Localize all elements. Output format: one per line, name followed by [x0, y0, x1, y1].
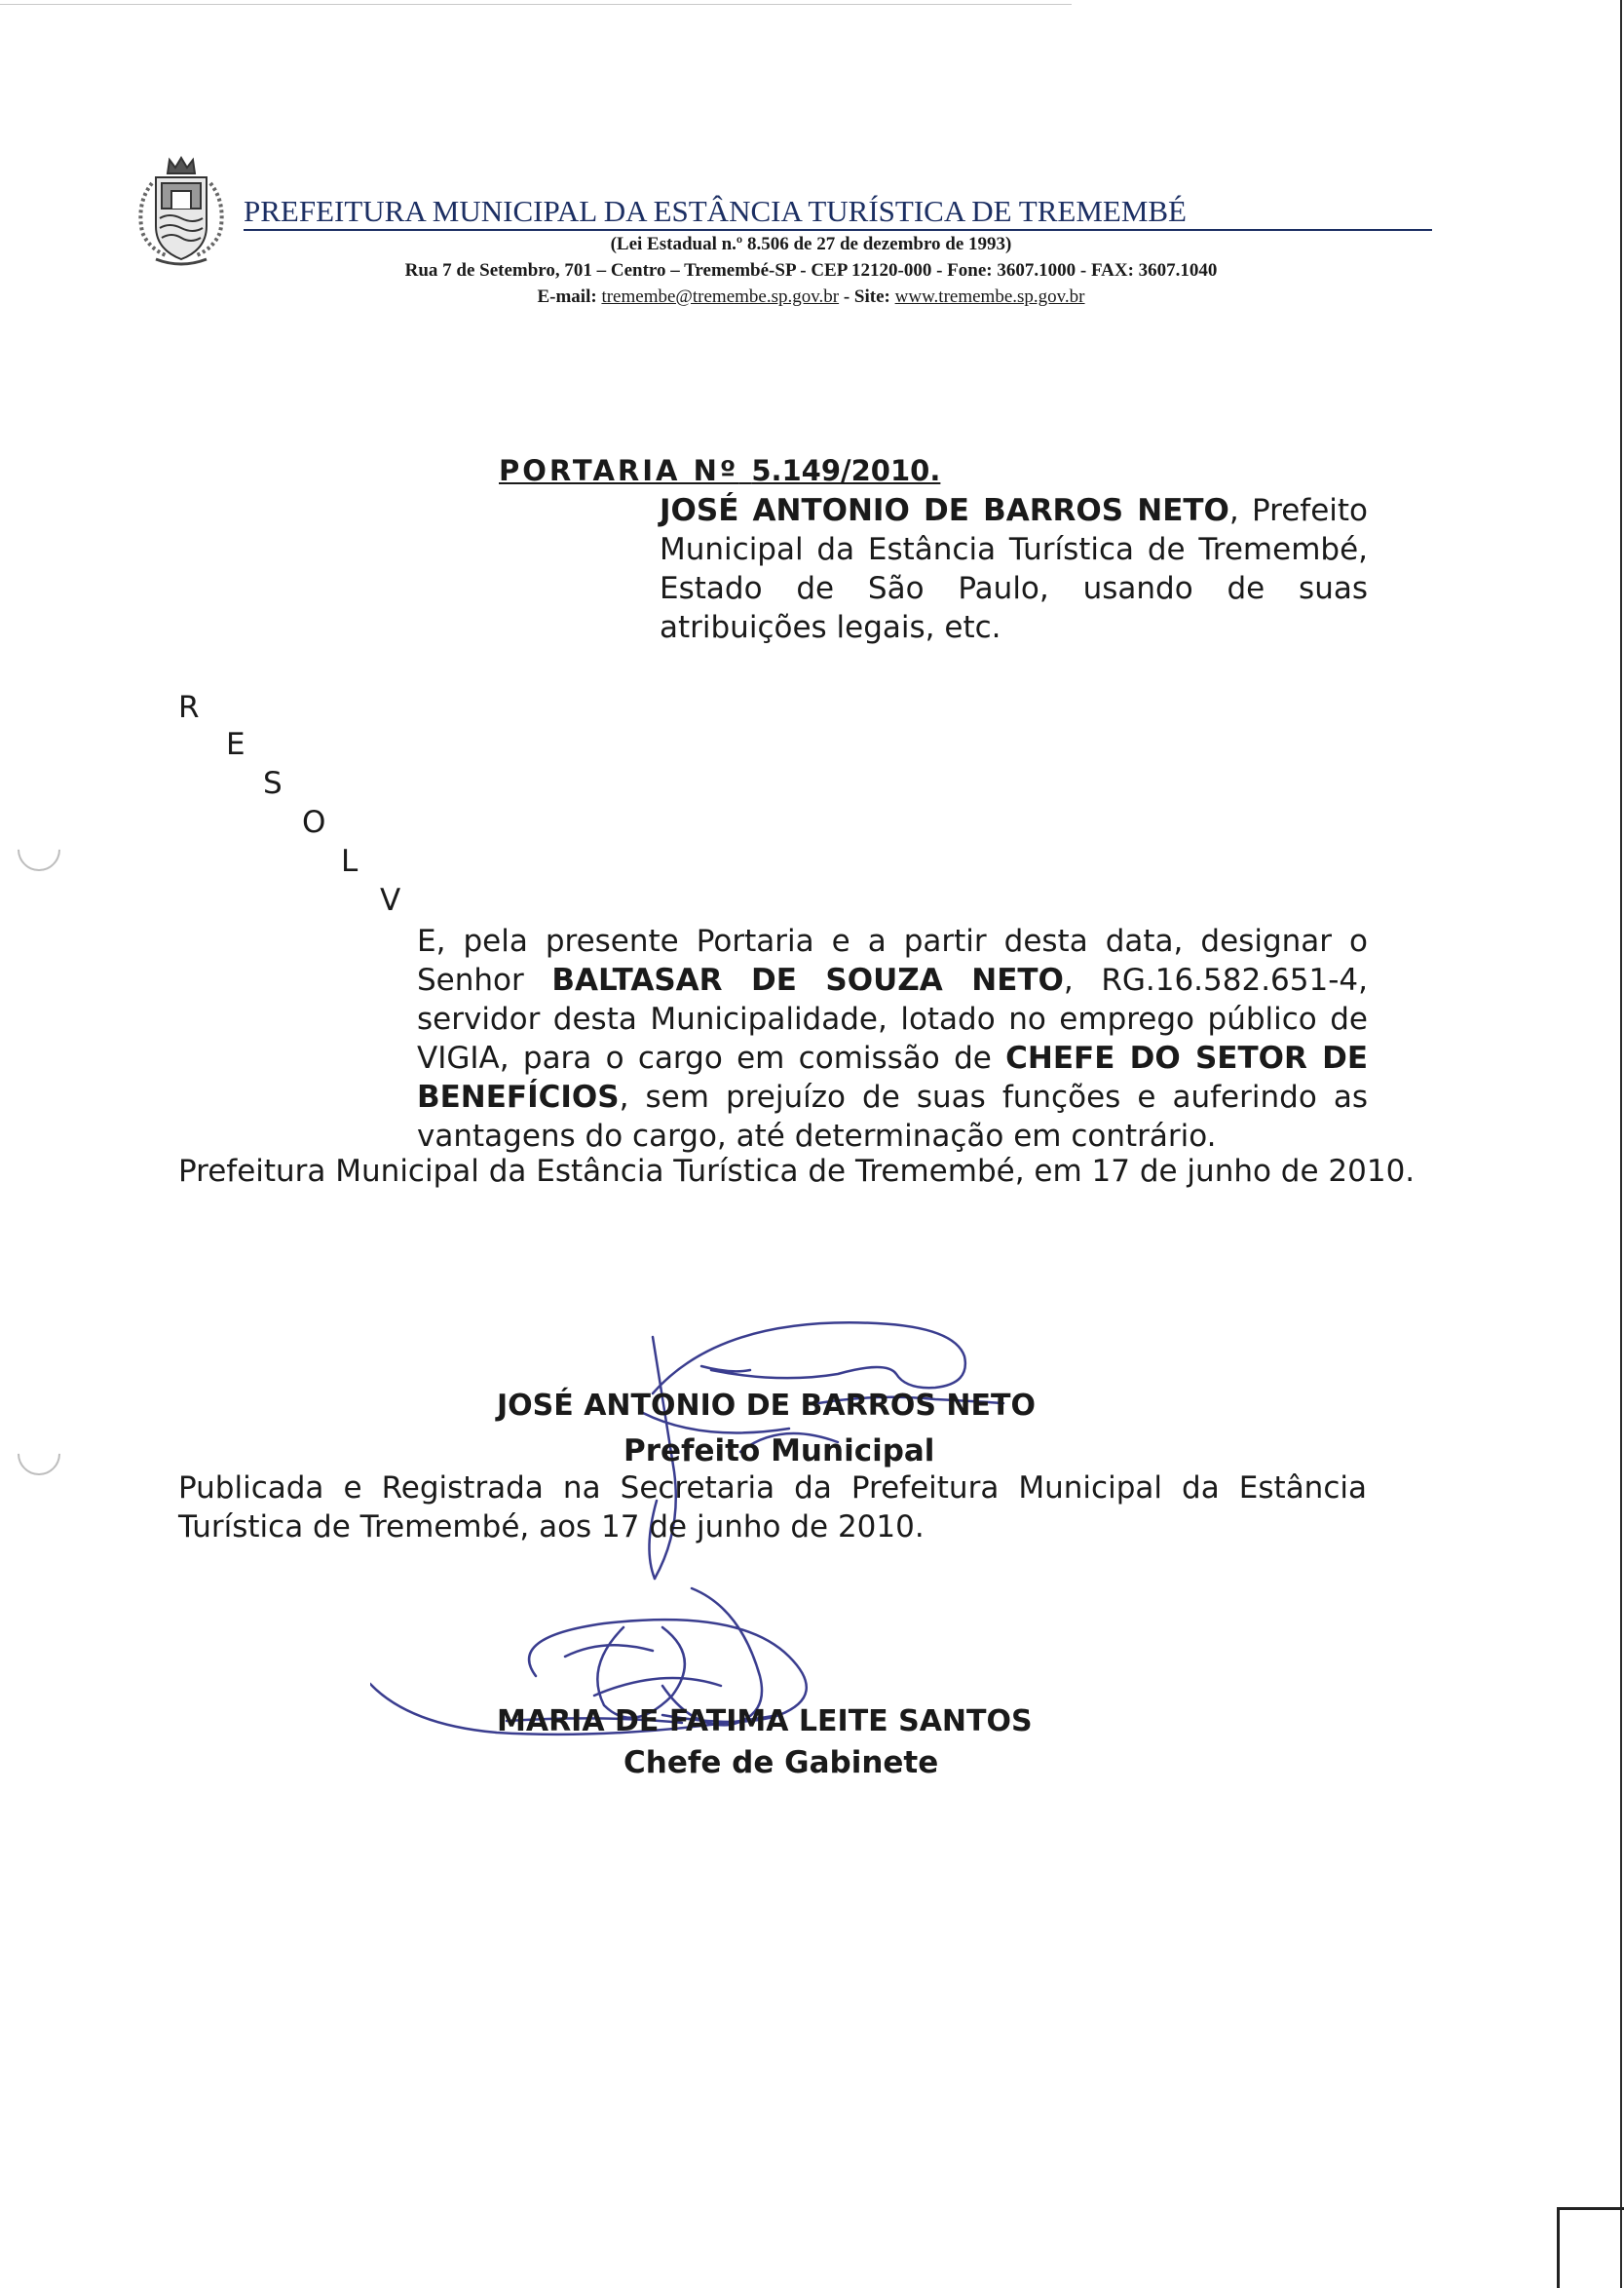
email-label: E-mail: — [537, 286, 597, 307]
punch-hole-mark — [9, 1424, 69, 1484]
letterhead-address: Rua 7 de Setembro, 701 – Centro – Tremembé-SP - CEP 12120-000 - Fone: 3607.1000 - FAX: 3607.1040 — [404, 260, 1218, 281]
resolution-text: , sem prejuízo de suas funções e auferindo as vantagens do cargo, até determinação em contrário. — [417, 1080, 1368, 1154]
resolve-letter: O — [302, 805, 326, 840]
portaria-number: 5.149/2010. — [751, 454, 941, 487]
letterhead-title: PREFEITURA MUNICIPAL DA ESTÂNCIA TURÍSTICA DE TREMEMBÉ — [244, 195, 1432, 231]
resolution-text: , RG.16.582.651-4, servidor desta Municipalidade, lotado no emprego público de VIGIA, para o cargo em comissão de — [417, 963, 1368, 1076]
portaria-heading — [499, 454, 940, 487]
closing-line: Prefeitura Municipal da Estância Turística de Tremembé, em 17 de junho de 2010. — [178, 1154, 1416, 1189]
scan-corner-mark — [1557, 2207, 1624, 2288]
letterhead-contacts — [244, 284, 1432, 310]
resolve-letter: L — [341, 844, 359, 879]
mayor-name-inline: JOSÉ ANTONIO DE BARROS NETO — [660, 493, 1229, 528]
chief-role: Chefe de Gabinete — [623, 1745, 939, 1780]
portaria-label: PORTARIA Nº — [499, 454, 739, 487]
letterhead-law: (Lei Estadual n.º 8.506 de 27 de dezembro de 1993) — [610, 234, 1012, 254]
email-link[interactable]: tremembe@tremembe.sp.gov.br — [601, 286, 840, 307]
resolve-letter: E — [226, 727, 245, 762]
mayor-signature-name: JOSÉ ANTONIO DE BARROS NETO — [497, 1389, 1036, 1423]
resolve-letter: R — [178, 690, 200, 725]
municipal-crest-logo — [127, 154, 236, 271]
mayor-role: Prefeito Municipal — [623, 1433, 935, 1468]
letterhead — [244, 195, 1432, 310]
punch-hole-mark — [9, 820, 69, 880]
publication-paragraph: Publicada e Registrada na Secretaria da Prefeitura Municipal da Estância Turística de Tremembé, aos 17 de junho de 2010. — [178, 1470, 1367, 1544]
scan-top-line — [0, 4, 1072, 5]
resolve-letter: S — [263, 766, 283, 801]
appointed-position: CHEFE DO SETOR DE BENEFÍCIOS — [417, 1041, 1369, 1115]
resolution-paragraph — [417, 922, 1368, 1156]
site-link[interactable]: www.tremembe.sp.gov.br — [894, 286, 1085, 307]
scan-edge-line — [1620, 0, 1622, 2288]
chief-signature-name: MARIA DE FATIMA LEITE SANTOS — [497, 1704, 1033, 1738]
preamble-text: , Prefeito Municipal da Estância Turística de Tremembé, Estado de São Paulo, usando de suas atribuições legais, etc. — [660, 493, 1368, 645]
site-label: - Site: — [843, 286, 890, 307]
resolution-text: E, pela presente Portaria e a partir desta data, designar o Senhor — [417, 924, 1368, 998]
appointee-name: BALTASAR DE SOUZA NETO — [551, 963, 1064, 998]
resolve-letter: V — [380, 883, 401, 918]
preamble-paragraph — [660, 491, 1368, 647]
